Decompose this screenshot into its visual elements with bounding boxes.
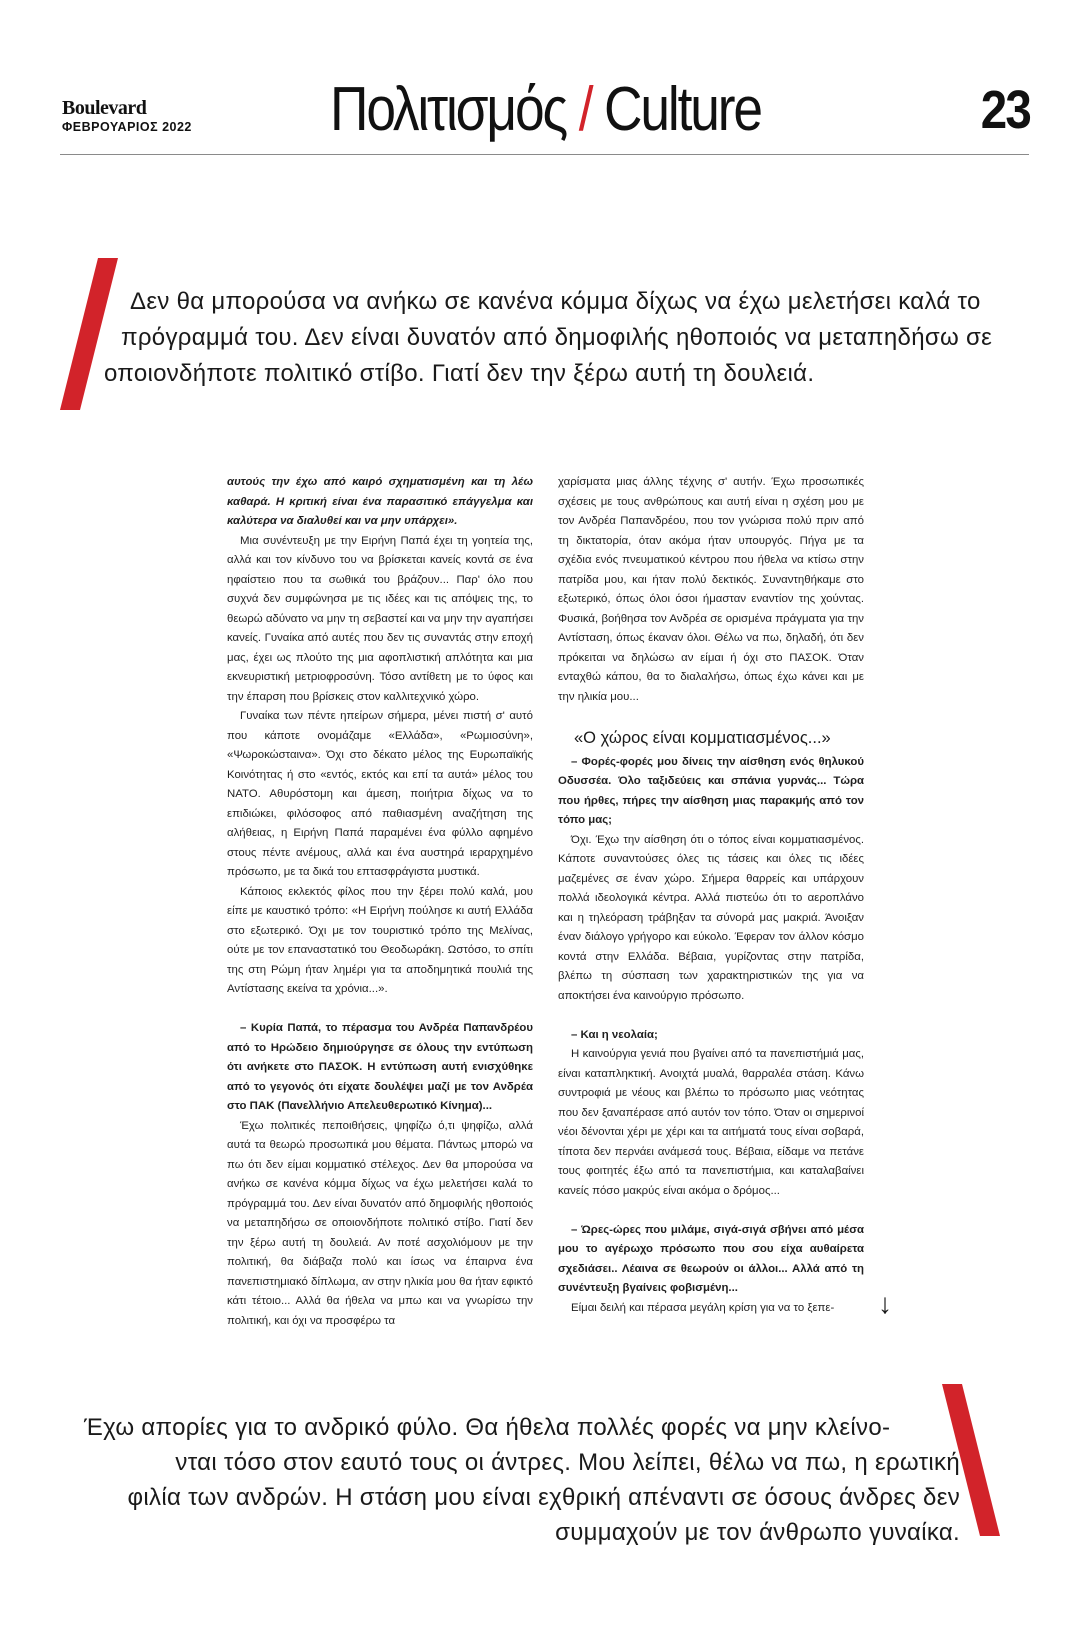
section-title-greek: Πολιτισμός [330, 75, 567, 144]
pull-quote-bottom [84, 1410, 960, 1550]
body-paragraph: Γυναίκα των πέντε ηπείρων σήμερα, μένει πιστή σ' αυτό που κάποτε ονομάζαμε «Ελλάδα», «Ρωμιοσύνη», «Ψωροκώσταινα». Όχι στο δέκατο μέλος της Ευρωπαϊκής Κοινότητας ή στο «εντός, εκτός και επί τα αυτά» μέλος του ΝΑΤΟ. Αθυρόστομη και άμεση, ποιήτρια δίχως να το επιδιώκει, φιλόσοφος από παθιασμένη αναζήτηση της αλήθειας, η Ειρήνη Παπά παραμένει ένα φύλλο αφημένο στους πέντε ανέμους, αλλά και ένα αυστηρά ιεραρχημένο πρόσωπο, με τα δικά του επτασφράγιστα μυστικά. [227, 710, 533, 878]
issue-date: ΦΕΒΡΟΥΑΡΙΟΣ 2022 [62, 120, 192, 134]
quote-slash-icon [942, 1384, 1000, 1536]
interview-answer: Είμαι δειλή και πέρασα μεγάλη κρίση για να το ξεπε- [571, 1301, 835, 1314]
body-paragraph: Μια συνέντευξη με την Ειρήνη Παπά έχει τη γοητεία της, αλλά και τον κίνδυνο του να βρίσκεται κανείς κοντά σε ένα ηφαίστειο που τα σωθικά του βράζουν... Παρ' όλο που συχνά δεν συμφώνησα με τις ιδέες και τις απόψεις της, το θεωρώ αδύνατο να μην τη σεβαστεί και να μην την αγαπήσει κανείς. Γυναίκα από αυτές που δεν τις συναντάς στην εποχή μας, έχει ως πλούτο της μια αφοπλιστική απλότητα και μια εκνευριστική μετριοφροσύνη. Τόσο αντίθετη με το ύφος και την έπαρση που βρίσκεις στον καλλιτεχνικό χώρο. [227, 534, 533, 703]
interview-answer: Όχι. Έχω την αίσθηση ότι ο τόπος είναι κομματιασμένος. Κάποτε συναντούσες όλες τις τάσεις και όλες τις ιδέες μαζεμένες σε έναν χώρο. Σήμερα θαρρείς και υπάρχουν πολλά ιδεολογικά κέντρα. Αλλά πιστεύω ότι το αεροπλάνο και η τηλεόραση τράβηξαν τα σύνορά μας μακριά. Άνοιξαν έναν διάλογο γρήγορο και εύκολο. Έφεραν τον άλλον κόσμο κοντά στην Ελλάδα. Βέβαια, γυρίζοντας στην πατρίδα, βλέπω τη σύσπαση των χαρακτηριστικών της για να αποκτήσει ένα καινούργιο πρόσωπο. [558, 833, 864, 1002]
interview-answer: Η καινούργια γενιά που βγαίνει από τα πανεπιστήμιά μας, είναι καταπληκτική. Ανοιχτά μυαλά, θαρραλέα στάση. Κάνω συντροφιά με νέους και βλέπω το πρόσωπο μιας νεότητας που δεν ξαναπέρασε από αυτόν τον τόπο. Όταν οι σημερινοί νέοι δένονται χέρι με χέρι και τα αιτήματά τους είναι σοβαρά, τίποτα δεν περνάει ανάμεσά τους. Βέβαια, είδαμε να πετάνε τους φοιτητές έξω από τα πανεπιστήμια, και καταλαβαίνει κανείς πόσο μακρύς είναι ακόμα ο δρόμος... [558, 1048, 864, 1197]
brand-name: Boulevard [62, 97, 147, 119]
intro-paragraph: αυτούς την έχω από καιρό σχηματισμένη και τη λέω καθαρά. Η κριτική είναι ένα παρασιτικό επάγγελμα και καλύτερα να διαλυθεί και να μην υπάρχει». [227, 476, 533, 527]
section-title [330, 70, 761, 150]
interview-question: – Φορές-φορές μου δίνεις την αίσθηση ενός θηλυκού Οδυσσέα. Όλο ταξιδεύεις και σπάνια γυρνάς... Τώρα που ήρθες, πήρες την αίσθηση μιας παρακμής από τον τόπο μας; [558, 755, 864, 826]
page-number: 23 [980, 80, 1030, 140]
section-title-english: Culture [604, 75, 761, 144]
down-arrow-icon: ↓ [878, 1288, 892, 1319]
pull-quote-line: νται τόσο στον εαυτό τους οι άντρες. Μου λείπει, θέλω να πω, η ερωτική [175, 1449, 960, 1476]
header-divider [60, 154, 1029, 155]
pull-quote-line: συμμαχούν με τον άνθρωπο γυναίκα. [555, 1519, 960, 1546]
body-paragraph: Κάποιος εκλεκτός φίλος που την ξέρει πολύ καλά, μου είπε με καυστικό τρόπο: «Η Ειρήνη πούλησε κι αυτή Ελλάδα στο εξωτερικό. Όχι με τον τουριστικό τρόπο της Μελίνας, ούτε με τον επαναστατικό του Θεοδωράκη. Ωστόσο, το σπίτι της στη Ρώμη ήταν λημέρι για τα αποδημητικά πουλιά της Αντίστασης εκείνα τα χρόνια...». [227, 885, 533, 995]
section-subhead: «Ο χώρος είναι κομματιασμένος...» [574, 728, 831, 747]
brand-block [62, 98, 192, 134]
pull-quote-line: Έχω απορίες για το ανδρικό φύλο. Θα ήθελα πολλές φορές να μην κλείνο- [84, 1414, 891, 1441]
interview-question: – Ώρες-ώρες που μιλάμε, σιγά-σιγά σβήνει από μέσα μου το αγέρωχο πρόσωπο που σου είχα αυθαίρετα σχεδιάσει.. Λέαινα σε θεωρούν οι άλλοι... Αλλά από τη συνέντευξη βγαίνεις φοβισμένη... [558, 1223, 864, 1294]
interview-answer: Έχω πολιτικές πεποιθήσεις, ψηφίζω ό,τι ψηφίζω, αλλά αυτά τα θεωρώ προσωπικά μου θέματα. Πάντως μπορώ να πω ότι δεν είμαι κομματικό στέλεχος. Δεν θα μπορούσα να ανήκω σε κανένα κόμμα δίχως να έχω μελετήσει καλά το πρόγραμμά του. Δεν είναι δυνατόν από δημοφιλής ηθοποιός να μεταπηδήσω σε οποιονδήποτε πολιτικό στίβο. Γιατί δεν την ξέρω αυτή τη δουλειά. Αν ποτέ ασχολιόμουν με την πολιτική, θα διάβαζα πολύ και ίσως να έπαιρνα ένα πανεπιστημιακό δίπλωμα, αν στην ηλικία μου θα ήταν εφικτό κάτι τέτοιο... Αλλά θα ήθελα να μπω και να γνωρίσω την πολιτική, και όχι να προσφέρω τα [227, 1119, 533, 1327]
interview-question: – Κυρία Παπά, το πέρασμα του Ανδρέα Παπανδρέου από το Ηρώδειο δημιούργησε σε όλους την εντύπωση ότι ανήκετε στο ΠΑΣΟΚ. Η εντύπωση αυτή ενισχύθηκε από το γεγονός ότι είχατε δουλέψει μαζί με τον Ανδρέα στο ΠΑΚ (Πανελλήνιο Απελευθερωτικό Κίνημα)... [227, 1022, 533, 1112]
body-paragraph: χαρίσματα μιας άλλης τέχνης σ' αυτήν. Έχω προσωπικές σχέσεις με τους ανθρώπους και αυτή είναι η σχέση μου με τον Ανδρέα Παπανδρέου, που τον γνώρισα πολύ πριν από τη δικτατορία, όταν ακόμα ήταν υπουργός. Πήγα με τα σχέδια ενός πνευματικού κέντρου που ήθελα να κτίσω στην πατρίδα μου, και ήταν πολύ δεκτικός. Συναντηθήκαμε στο εξωτερικό, όπως όλοι όσοι ήμασταν εναντίον της χούντας. Φυσικά, βοήθησα τον Ανδρέα σε ορισμένα πράγματα για την Αντίσταση, όπως έκαναν όλοι. Θέλω να πω, δηλαδή, ότι δεν πρόκειται να δηλώσω αν είμαι ή όχι στο ΠΑΣΟΚ. Όταν ενταχθώ κάπου, θα το διαλαλήσω, όπως έχω κάνει και με την ηλικία μου... [558, 476, 864, 703]
section-title-separator: / [578, 75, 592, 144]
pull-quote-line: φιλία των ανδρών. Η στάση μου είναι εχθρική απέναντι σε όσους άνδρες δεν [127, 1484, 960, 1511]
pull-quote-top [100, 284, 1020, 392]
article-column-right [558, 473, 864, 1318]
article-column-left [227, 473, 533, 1331]
pull-quote-line: πρόγραμμά του. Δεν είναι δυνατόν από δημοφιλής ηθοποιός να μεταπηδήσω σε [121, 324, 993, 351]
pull-quote-line: οποιονδήποτε πολιτικό στίβο. Γιατί δεν την ξέρω αυτή τη δουλειά. [104, 360, 815, 387]
interview-question: – Και η νεολαία; [571, 1028, 658, 1041]
pull-quote-line: Δεν θα μπορούσα να ανήκω σε κανένα κόμμα δίχως να έχω μελετήσει καλά το [130, 288, 981, 315]
